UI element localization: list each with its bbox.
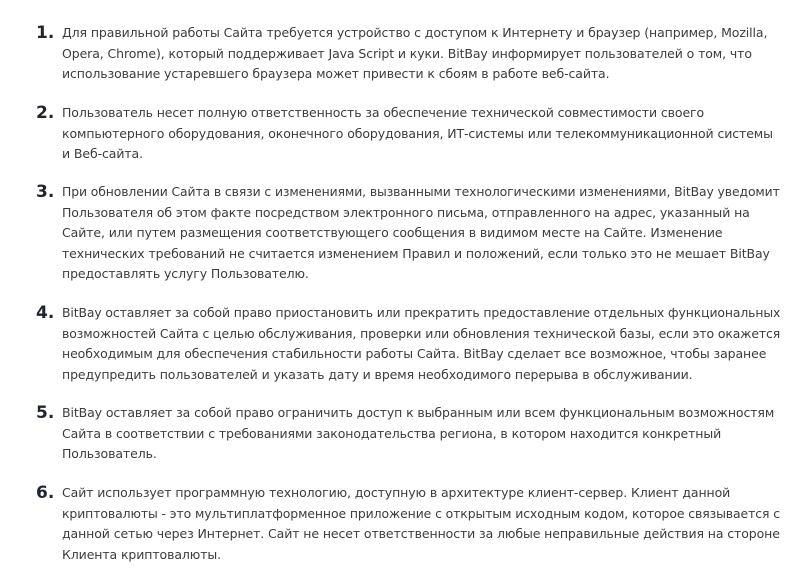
term-line: использование устаревшего браузера может привести к сбоям в работе веб-сайта. (62, 66, 610, 82)
term-line: Для правильной работы Сайта требуется устройство с доступом к Интернету и браузер (например, Mozilla, (62, 25, 768, 40)
term-line: предоставлять услугу Пользователю. (62, 266, 309, 282)
term-line: BitBay оставляет за собой право ограничить доступ к выбранным или всем функциональным возможностям (62, 405, 775, 420)
term-number: 3. (36, 182, 55, 202)
term-number: 5. (36, 403, 55, 423)
term-line: технических требований не считается изменением Правил и положений, если только это не мешает BitBay (62, 245, 770, 261)
term-number: 6. (36, 483, 55, 503)
term-line: возможностей Сайта с целью обслуживания, проверки или обновления технической базы, если это окажется (62, 325, 781, 341)
term-number: 1. (36, 23, 55, 43)
term-line: компьютерного оборудования, оконечного оборудования, ИТ-системы или телекоммуникационной системы (62, 125, 773, 141)
term-line: данной сетью через Интернет. Сайт не несет ответственности за любые неправильные действия на стороне (62, 526, 780, 542)
term-line: Клиента криптовалюты. (62, 546, 222, 562)
term-text (62, 403, 780, 465)
term-text (62, 483, 780, 565)
term-line: Opera, Chrome), который поддерживает Java Script и куки. BitBay информирует пользователей о том, что (62, 45, 752, 61)
term-line: и Веб-сайта. (62, 146, 143, 162)
term-line: Пользователя об этом факте посредством электронного письма, отправленного на адрес, указанный на (62, 204, 750, 220)
term-text (62, 23, 780, 85)
term-line: BitBay оставляет за собой право приостановить или прекратить предоставление отдельных функциональных (62, 305, 781, 320)
term-line: Пользователь. (62, 446, 157, 462)
term-line: криптовалюты - это мультиплатформенное приложение с открытым исходным кодом, которое связывается с (62, 505, 780, 521)
term-text (62, 182, 780, 285)
term-line: Пользователь несет полную ответственность за обеспечение технической совместимости своего (62, 105, 705, 120)
term-line: При обновлении Сайта в связи с изменениями, вызванными технологическими изменениями, BitBay уведомит (62, 184, 780, 199)
term-line: Сайте, или путем размещения соответствующего сообщения в видимом месте на Сайте. Изменение (62, 225, 723, 241)
term-text (62, 303, 780, 385)
term-line: предупредить пользователей и указать дату и время необходимого перерыва в обслуживании. (62, 366, 693, 382)
term-line: необходимым для обеспечения стабильности работы Сайта. BitBay сделает все возможное, чтобы заранее (62, 346, 767, 362)
term-line: Сайт использует программную технологию, доступную в архитектуре клиент-сервер. Клиент данной (62, 485, 731, 500)
term-line: Сайта в соответствии с требованиями законодательства региона, в котором находится конкретный (62, 425, 722, 441)
term-number: 2. (36, 103, 55, 123)
term-text (62, 103, 780, 165)
term-number: 4. (36, 303, 55, 323)
